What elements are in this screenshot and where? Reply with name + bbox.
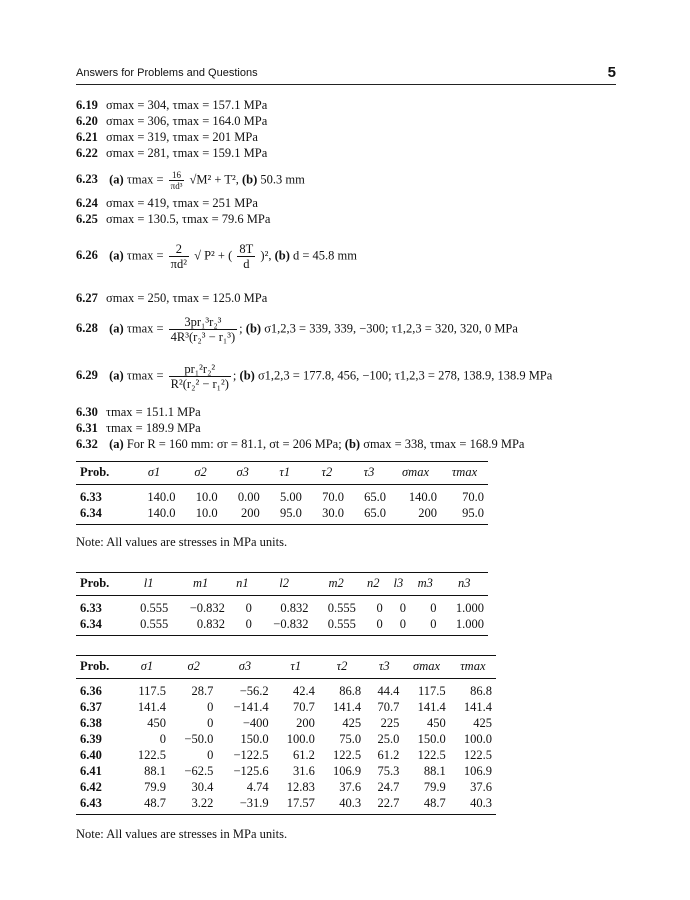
column-header: σ2 xyxy=(170,656,217,679)
table-cell: 0.832 xyxy=(280,601,309,615)
column-header: τ2 xyxy=(306,462,348,485)
fraction-numerator: 8T xyxy=(239,242,254,256)
column-header: m1 xyxy=(172,573,229,596)
fraction-denominator: πd³ xyxy=(170,181,183,191)
table-cell: 3.22 xyxy=(170,795,217,815)
table-cell: 0.555 xyxy=(140,601,169,615)
table-cell: 100.0 xyxy=(463,732,492,746)
stress-table-2 xyxy=(76,655,496,815)
table-cell: 10.0 xyxy=(195,490,218,504)
table-row xyxy=(76,795,496,815)
table-cell: 0.00 xyxy=(237,490,260,504)
problem-number-cell: 6.38 xyxy=(80,716,102,730)
problem-number-cell: 6.33 xyxy=(80,490,102,504)
inner-fraction xyxy=(237,242,255,271)
column-header: Prob. xyxy=(76,573,125,596)
table-cell: −122.5 xyxy=(233,748,269,762)
answer-text: σmax = 306, τmax = 164.0 MPa xyxy=(106,114,268,128)
part-a-label: (a) xyxy=(109,172,124,187)
table-row xyxy=(76,616,488,636)
table-cell: 0 xyxy=(159,732,167,746)
table-cell: 0 xyxy=(229,616,256,636)
header-title: Answers for Problems and Questions xyxy=(76,67,258,79)
table-row xyxy=(76,763,496,779)
table-cell: 0 xyxy=(399,601,406,615)
answer-6-31 xyxy=(76,421,201,436)
table-cell: −56.2 xyxy=(239,684,269,698)
table-cell: 0.832 xyxy=(172,616,229,636)
table-cell: 200 xyxy=(390,505,441,525)
column-header: σ1 xyxy=(129,462,180,485)
table-cell: −50.0 xyxy=(184,732,214,746)
answer-6-32 xyxy=(76,437,524,452)
part-b-label: (b) xyxy=(245,321,262,336)
answer-6-20 xyxy=(76,114,267,129)
column-header: σ1 xyxy=(124,656,170,679)
table-cell: 122.5 xyxy=(463,748,492,762)
column-header: τmax xyxy=(441,462,488,485)
answer-6-30 xyxy=(76,405,201,420)
table-row xyxy=(76,747,496,763)
table-cell: 95.0 xyxy=(264,505,306,525)
fraction-numerator: 16 xyxy=(169,170,185,181)
table-cell: −400 xyxy=(242,716,269,730)
answer-number: 6.19 xyxy=(76,98,98,112)
answer-number: 6.26 xyxy=(76,248,98,263)
column-header: σmax xyxy=(403,656,449,679)
problem-number-cell: 6.40 xyxy=(80,748,102,762)
table-note: Note: All values are stresses in MPa units. xyxy=(76,535,288,549)
table-cell: 37.6 xyxy=(339,780,362,794)
table-cell: 48.7 xyxy=(124,795,170,815)
fraction-denominator: d xyxy=(243,257,250,271)
table-cell: 25.0 xyxy=(377,732,400,746)
table-cell: 61.2 xyxy=(293,748,315,762)
table-cell: 0 xyxy=(245,601,252,615)
table-cell: 17.57 xyxy=(273,795,319,815)
table-cell: 0 xyxy=(387,616,410,636)
column-header: n2 xyxy=(360,573,387,596)
column-header: n3 xyxy=(441,573,488,596)
part-a-label: (a) xyxy=(109,321,124,336)
table-cell: 0 xyxy=(207,716,214,730)
problem-number-cell: 6.34 xyxy=(76,505,129,525)
table-cell: 75.3 xyxy=(377,764,400,778)
formula-fraction xyxy=(169,242,189,271)
answer-text: σmax = 338, τmax = 168.9 MPa xyxy=(363,437,525,451)
table-cell: 106.9 xyxy=(333,764,362,778)
table-cell: 0.555 xyxy=(125,616,172,636)
table-row xyxy=(76,679,496,700)
part-b-label: (b) xyxy=(344,437,361,451)
answer-number: 6.22 xyxy=(76,146,98,160)
table-row xyxy=(76,699,496,715)
table-cell: −62.5 xyxy=(184,764,214,778)
table-cell: 40.3 xyxy=(450,795,496,815)
table-cell: 122.5 xyxy=(333,748,362,762)
fraction-numerator: pr₁²r₂² xyxy=(169,362,231,377)
answer-number: 6.32 xyxy=(76,437,98,451)
part-b-label: (b) xyxy=(241,172,258,187)
table-cell: 141.4 xyxy=(137,700,167,714)
direction-cosine-table xyxy=(76,572,488,636)
formula-expression-end: )² xyxy=(260,248,269,263)
column-header: τ1 xyxy=(273,656,319,679)
answer-number: 6.28 xyxy=(76,321,98,336)
table-cell: −0.832 xyxy=(189,601,225,615)
table-cell: 450 xyxy=(426,716,446,730)
answer-number: 6.29 xyxy=(76,368,98,383)
table-cell: 117.5 xyxy=(138,684,167,698)
table-cell: 141.4 xyxy=(417,700,446,714)
table-cell: 150.0 xyxy=(417,732,446,746)
table-cell: 4.74 xyxy=(246,780,269,794)
table-note: Note: All values are stresses in MPa units. xyxy=(76,827,288,841)
column-header: τ3 xyxy=(365,656,403,679)
problem-number-cell: 6.34 xyxy=(76,616,125,636)
table-cell: 48.7 xyxy=(403,795,449,815)
table-cell: 86.8 xyxy=(339,684,362,698)
fraction-denominator: πd² xyxy=(170,257,187,271)
answer-text: σmax = 281, τmax = 159.1 MPa xyxy=(106,146,268,160)
table-cell: 79.9 xyxy=(423,780,446,794)
answer-text: 50.3 mm xyxy=(260,172,305,187)
column-header: Prob. xyxy=(76,656,124,679)
table-cell: 140.0 xyxy=(147,490,176,504)
formula-expression: √ P² + ( xyxy=(194,248,233,263)
table-cell: 0 xyxy=(430,601,437,615)
table-cell: 140.0 xyxy=(129,505,180,525)
stress-table-1 xyxy=(76,461,488,525)
answer-number: 6.20 xyxy=(76,114,98,128)
table-cell: 200 xyxy=(222,505,264,525)
table-cell: 70.0 xyxy=(462,490,484,504)
problem-number-cell: 6.41 xyxy=(80,764,102,778)
answer-text: d = 45.8 mm xyxy=(292,248,357,263)
column-header: τ1 xyxy=(264,462,306,485)
table-cell: 70.0 xyxy=(322,490,344,504)
table-cell: 22.7 xyxy=(365,795,403,815)
table-cell: 88.1 xyxy=(423,764,446,778)
problem-number-cell: 6.37 xyxy=(80,700,102,714)
problem-number-cell: 6.43 xyxy=(76,795,124,815)
table-cell: 24.7 xyxy=(377,780,400,794)
running-header xyxy=(76,66,616,85)
table-cell: 65.0 xyxy=(348,505,390,525)
answer-text: τmax = 189.9 MPa xyxy=(106,421,201,435)
table-cell: 31.6 xyxy=(293,764,315,778)
table-cell: −0.832 xyxy=(256,616,313,636)
answer-text: σmax = 250, τmax = 125.0 MPa xyxy=(106,291,268,305)
column-header: σmax xyxy=(390,462,441,485)
table-cell: 200 xyxy=(296,716,315,730)
table-cell: 141.4 xyxy=(463,700,492,714)
column-header: Prob. xyxy=(76,462,129,485)
table-cell: 0 xyxy=(376,601,383,615)
table-cell: 122.5 xyxy=(137,748,167,762)
answer-6-22 xyxy=(76,146,267,161)
table-cell: 425 xyxy=(473,716,492,730)
table-cell: 225 xyxy=(380,716,400,730)
table-cell: 1.000 xyxy=(441,616,488,636)
formula-lhs: τmax = xyxy=(126,172,164,187)
answer-number: 6.25 xyxy=(76,212,98,226)
table-cell: 0 xyxy=(207,748,214,762)
answer-number: 6.23 xyxy=(76,172,98,187)
table-cell: −125.6 xyxy=(233,764,269,778)
answer-text: σmax = 304, τmax = 157.1 MPa xyxy=(106,98,268,112)
table-cell: 44.4 xyxy=(377,684,400,698)
formula-expression: √M² + T² xyxy=(189,172,236,187)
table-cell: 30.0 xyxy=(306,505,348,525)
table-cell: 65.0 xyxy=(364,490,387,504)
column-header: τmax xyxy=(450,656,496,679)
column-header: σ3 xyxy=(222,462,264,485)
problem-number-cell: 6.36 xyxy=(80,684,102,698)
answer-text: σmax = 130.5, τmax = 79.6 MPa xyxy=(106,212,271,226)
answer-6-23: 6.23 (a) τmax = $\frac{16}{\text{πd³}}$ √M² + T², (b) 50.3 mm xyxy=(76,170,305,191)
table-cell: 1.000 xyxy=(455,601,484,615)
column-header: n1 xyxy=(229,573,256,596)
column-header: m2 xyxy=(312,573,359,596)
table-header-row xyxy=(76,573,488,596)
answer-6-24 xyxy=(76,196,258,211)
answer-6-26: 6.26 (a) τmax = $\frac{2}{\text{πd²}}$ √ P² + ( $\frac{8T}{d}$ )², (b) d = 45.8 mm xyxy=(76,242,357,271)
table-cell: 88.1 xyxy=(144,764,167,778)
table-cell: 5.00 xyxy=(279,490,302,504)
problem-number-cell: 6.33 xyxy=(80,601,102,615)
formula-fraction xyxy=(169,362,231,391)
answer-6-21 xyxy=(76,130,258,145)
answer-6-19 xyxy=(76,98,267,113)
column-header: m3 xyxy=(410,573,441,596)
table-cell: 61.2 xyxy=(377,748,400,762)
table-cell: 79.9 xyxy=(144,780,167,794)
column-header: σ2 xyxy=(180,462,222,485)
table-cell: 117.5 xyxy=(418,684,446,698)
fraction-numerator: 2 xyxy=(169,242,189,257)
column-header: τ3 xyxy=(348,462,390,485)
answer-number: 6.30 xyxy=(76,405,98,419)
answer-text: σ1,2,3 = 177.8, 456, −100; τ1,2,3 = 278, 138.9, 138.9 MPa xyxy=(257,368,553,383)
table-row xyxy=(76,596,488,617)
table-cell: 37.6 xyxy=(470,780,492,794)
answer-number: 6.31 xyxy=(76,421,98,435)
part-b-label: (b) xyxy=(239,368,255,383)
table-cell: 150.0 xyxy=(240,732,269,746)
column-header: τ2 xyxy=(319,656,365,679)
table-cell: 12.83 xyxy=(286,780,315,794)
answer-number: 6.21 xyxy=(76,130,98,144)
column-header: σ3 xyxy=(217,656,272,679)
fraction-numerator: 3pr₁³r₂³ xyxy=(169,315,238,330)
table-row xyxy=(76,505,488,525)
answer-6-27 xyxy=(76,291,267,306)
part-a-label: (a) xyxy=(109,437,124,451)
answer-6-29: 6.29 (a) τmax = $\frac{\text{pr₁²r₂²}}{\text{R²(r₂² − r₁²)}}$ ; (b) σ1,2,3 = 177.8, 456, −100; τ1,2,3 = 278, 138.9, 138.9 MPa xyxy=(76,362,553,391)
table-cell: 42.4 xyxy=(293,684,315,698)
table-cell: 425 xyxy=(342,716,362,730)
answer-text: τmax = 151.1 MPa xyxy=(106,405,201,419)
table-cell: 75.0 xyxy=(339,732,362,746)
answer-text: σ1,2,3 = 339, 339, −300; τ1,2,3 = 320, 320, 0 MPa xyxy=(264,321,518,336)
formula-fraction xyxy=(169,170,185,191)
table-cell: 141.4 xyxy=(333,700,362,714)
table-cell: 10.0 xyxy=(180,505,222,525)
problem-number-cell: 6.39 xyxy=(80,732,102,746)
table-cell: 70.7 xyxy=(293,700,315,714)
part-a-label: (a) xyxy=(109,248,124,263)
answer-text: σmax = 319, τmax = 201 MPa xyxy=(106,130,258,144)
table-cell: 30.4 xyxy=(191,780,214,794)
table-row xyxy=(76,779,496,795)
table-cell: 0 xyxy=(360,616,387,636)
table-cell: 0 xyxy=(410,616,441,636)
answer-number: 6.27 xyxy=(76,291,98,305)
table-cell: 40.3 xyxy=(319,795,365,815)
page-number: 5 xyxy=(607,64,616,81)
answer-text: σmax = 419, τmax = 251 MPa xyxy=(106,196,258,210)
answer-text-part-a: For R = 160 mm: σr = 81.1, σt = 206 MPa; xyxy=(126,437,342,451)
table-cell: 100.0 xyxy=(286,732,315,746)
table-header-row xyxy=(76,462,488,485)
formula-lhs: τmax = xyxy=(126,321,164,336)
column-header: l1 xyxy=(125,573,172,596)
table-row xyxy=(76,485,488,506)
formula-lhs: τmax = xyxy=(126,248,164,263)
column-header: l3 xyxy=(387,573,410,596)
part-b-label: (b) xyxy=(274,248,290,263)
table-cell: 0.555 xyxy=(327,601,356,615)
table-cell: 28.7 xyxy=(191,684,214,698)
answer-6-25 xyxy=(76,212,270,227)
table-cell: −141.4 xyxy=(233,700,269,714)
formula-fraction xyxy=(169,315,238,344)
answer-6-28: 6.28 (a) τmax = $\frac{\text{3pr₁³r₂³}}{\text{4R³(r₂³ − r₁³)}}$ ; (b) σ1,2,3 = 339, 339, −300; τ1,2,3 = 320, 320, 0 MPa xyxy=(76,315,518,344)
table-cell: 122.5 xyxy=(417,748,446,762)
table-row xyxy=(76,715,496,731)
table-cell: 106.9 xyxy=(463,764,492,778)
table-cell: 140.0 xyxy=(408,490,437,504)
table-cell: 95.0 xyxy=(441,505,488,525)
table-cell: 70.7 xyxy=(377,700,400,714)
table-header-row xyxy=(76,656,496,679)
problem-number-cell: 6.42 xyxy=(80,780,102,794)
answer-number: 6.24 xyxy=(76,196,98,210)
table-cell: 86.8 xyxy=(470,684,492,698)
table-row xyxy=(76,731,496,747)
table-cell: 0.555 xyxy=(312,616,359,636)
table-cell: −31.9 xyxy=(217,795,272,815)
table-cell: 450 xyxy=(147,716,167,730)
fraction-denominator: R²(r₂² − r₁²) xyxy=(170,377,229,391)
column-header: l2 xyxy=(256,573,313,596)
table-cell: 0 xyxy=(207,700,214,714)
fraction-denominator: 4R³(r₂³ − r₁³) xyxy=(170,330,236,344)
part-a-label: (a) xyxy=(109,368,124,383)
formula-lhs: τmax = xyxy=(126,368,164,383)
